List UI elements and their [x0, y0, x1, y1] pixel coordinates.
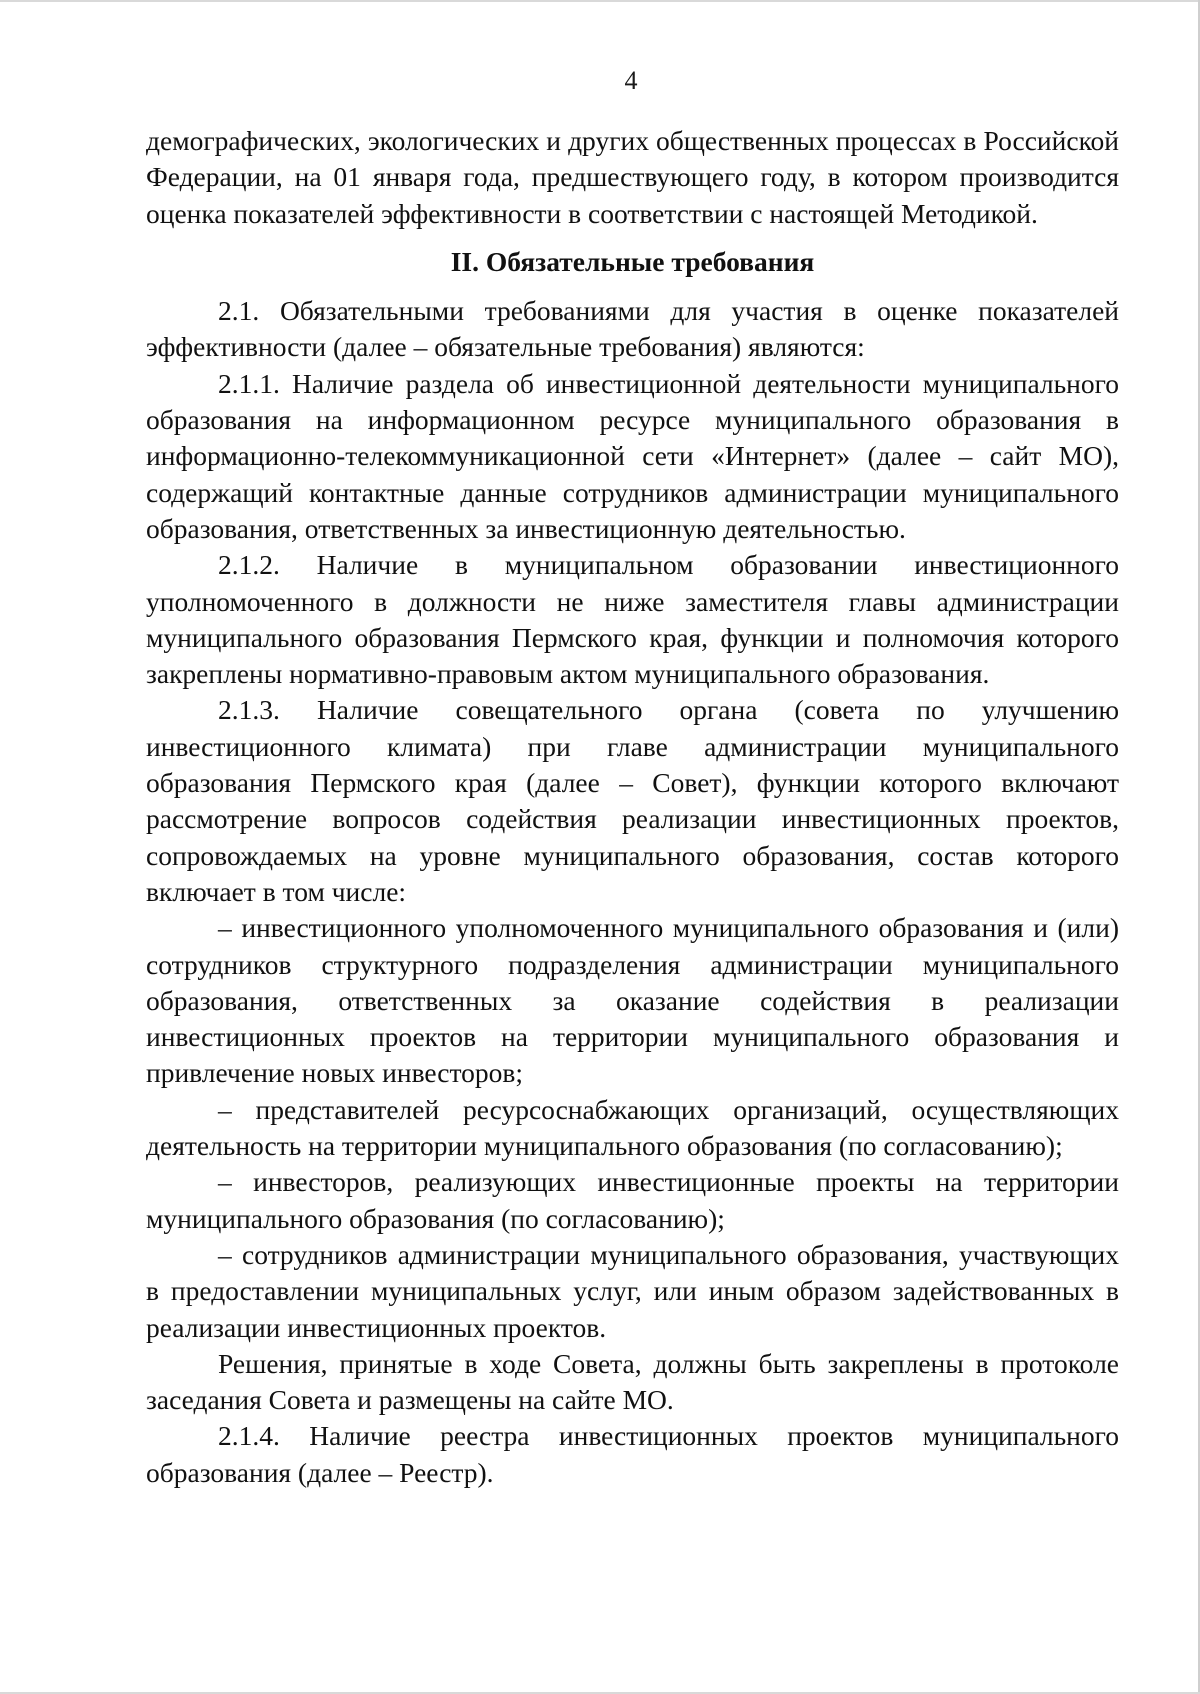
scan-edge-top: [0, 0, 1200, 2]
list-item-investors: – инвесторов, реализующих инвестиционные проекты на территории муниципального образования (по согласованию);: [146, 1166, 1119, 1234]
decisions-paragraph: Решения, принятые в ходе Совета, должны быть закреплены в протоколе заседания Совета и размещены на сайте МО.: [146, 1347, 1119, 1416]
page-number: 4: [624, 66, 638, 95]
list-item-investment-commissioner: – инвестиционного уполномоченного муниципального образования и (или) сотрудников структурного подразделения администрации муниципального образования, ответственных за оказание содействия в реализации инвестиционных проектов на территории муниципального образования и привлечение новых инвесторов;: [146, 912, 1119, 1089]
list-item-administration-staff: – сотрудников администрации муниципального образования, участвующих в предоставлении муниципальных услуг, или иным образом задействованных в реализации инвестиционных проектов.: [146, 1238, 1119, 1343]
intro-paragraph: демографических, экологических и других общественных процессах в Российской Федерации, на 01 января года, предшествующего году, в котором производится оценка показателей эффективности в соответствии с настоящей Методикой.: [146, 125, 1119, 229]
paragraph-2-1: 2.1. Обязательными требованиями для участия в оценке показателей эффективности (далее – обязательные требования) являются:: [146, 295, 1119, 363]
paragraph-2-1-1: 2.1.1. Наличие раздела об инвестиционной деятельности муниципального образования на информационном ресурсе муниципального образования в информационно-телекоммуникационной сети «Интернет» (далее – сайт МО), содержащий контактные данные сотрудников администрации муниципального образования, ответственных за инвестиционную деятельностью.: [146, 367, 1119, 544]
list-item-resource-organizations: – представителей ресурсоснабжающих организаций, осуществляющих деятельность на территории муниципального образования (по согласованию);: [146, 1093, 1119, 1162]
paragraph-2-1-3: 2.1.3. Наличие совещательного органа (совета по улучшению инвестиционного климата) при главе администрации муниципального образования Пермского края (далее – Совет), функции которого включают рассмотрение вопросов содействия реализации инвестиционных проектов, сопровождаемых на уровне муниципального образования, состав которого включает в том числе:: [146, 694, 1119, 907]
paragraph-2-1-4: 2.1.4. Наличие реестра инвестиционных проектов муниципального образования (далее – Реестр).: [146, 1420, 1119, 1488]
section-heading: II. Обязательные требования: [450, 245, 815, 277]
paragraph-2-1-2: 2.1.2. Наличие в муниципальном образовании инвестиционного уполномоченного в должности не ниже заместителя главы администрации муниципального образования Пермского края, функции и полномочия которого закреплены нормативно-правовым актом муниципального образования.: [146, 549, 1119, 690]
document-body: [146, 123, 1119, 1491]
